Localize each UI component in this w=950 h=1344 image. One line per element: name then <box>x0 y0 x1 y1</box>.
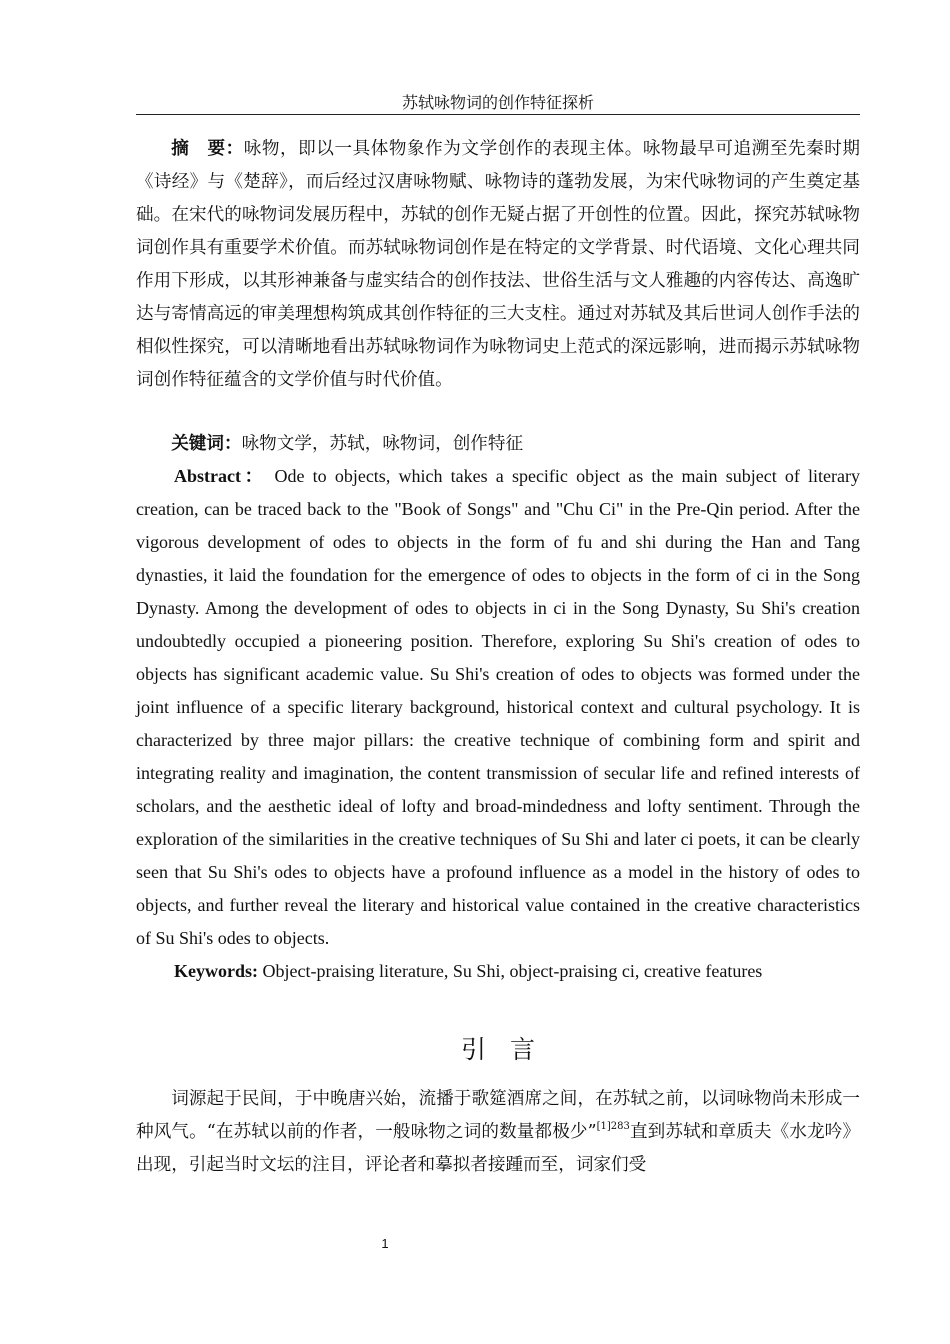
chinese-abstract <box>136 132 860 397</box>
chinese-keywords-label: 关键词： <box>171 433 242 454</box>
header-rule <box>136 114 860 115</box>
english-abstract-label: Abstract： <box>174 466 267 486</box>
english-abstract-text: Ode to objects, which takes a specific object as the main subject of literary creation, can be traced back to the "Book of Songs" and "Chu Ci" in the Pre-Qin period. After the vigorous development of odes to objects in the form of fu and shi during the Han and Tang dynasties, it laid the foundation for the emergence of odes to objects in the form of ci in the Song Dynasty. Among the development of odes to objects in ci in the Song Dynasty, Su Shi's creation undoubtedly occupied a pioneering position. Therefore, exploring Su Shi's creation of odes to objects has significant academic value. Su Shi's creation of odes to objects was formed under the joint influence of a specific literary background, historical context and cultural psychology. It is characterized by three major pillars: the creative technique of combining form and spirit and integrating reality and imagination, the content transmission of secular life and refined interests of scholars, and the aesthetic ideal of lofty and broad-mindedness and lofty sentiment. Through the exploration of the similarities in the creative techniques of Su Shi and later ci poets, it can be clearly seen that Su Shi's odes to objects have a profound influence as a model in the history of odes to objects, and further reveal the literary and historical value contained in the creative characteristics of Su Shi's odes to objects. <box>136 466 861 948</box>
chinese-abstract-label: 摘 要： <box>171 138 244 159</box>
citation-reference: [1]283 <box>596 1121 630 1132</box>
running-header-title: 苏轼咏物词的创作特征探析 <box>401 93 594 112</box>
chinese-abstract-text: 咏物，即以一具体物象作为文学创作的表现主体。咏物最早可追溯至先秦时期《诗经》与《楚辞》，而后经过汉唐咏物赋、咏物诗的蓬勃发展，为宋代咏物词的产生奠定基础。在宋代的咏物词发展历程中，苏轼的创作无疑占据了开创性的位置。因此，探究苏轼咏物词创作具有重要学术价值。而苏轼咏物词创作是在特定的文学背景、时代语境、文化心理共同作用下形成，以其形神兼备与虚实结合的创作技法、世俗生活与文人雅趣的内容传达、高逸旷达与寄情高远的审美理想构筑成其创作特征的三大支柱。通过对苏轼及其后世词人创作手法的相似性探究，可以清晰地看出苏轼咏物词作为咏物词史上范式的深远影响，进而揭示苏轼咏物词创作特征蕴含的文学价值与时代价值。 <box>136 139 860 390</box>
chinese-keywords-text: 咏物文学，苏轼，咏物词，创作特征 <box>241 434 524 454</box>
introduction-text-part2: 直到苏轼和章质夫《水龙吟》出现，引起当时文坛的注目，评论者和摹拟者接踵而至，词家们受 <box>136 1122 860 1175</box>
introduction-text-part1: 词源起于民间，于中晚唐兴始，流播于歌筵酒席之间，在苏轼之前，以词咏物尚未形成一种风气。“在苏轼以前的作者，一般咏物之词的数量都极少” <box>136 1089 860 1142</box>
english-abstract <box>136 460 860 955</box>
introduction-paragraph <box>136 1083 860 1182</box>
english-keywords-text: Object-praising literature, Su Shi, object-praising ci, creative features <box>262 961 763 981</box>
english-keywords <box>136 955 860 988</box>
chinese-keywords <box>136 427 860 461</box>
section-title-introduction: 引言 <box>460 1035 559 1064</box>
english-keywords-label: Keywords: <box>174 961 258 981</box>
page-number: 1 <box>381 1236 389 1251</box>
